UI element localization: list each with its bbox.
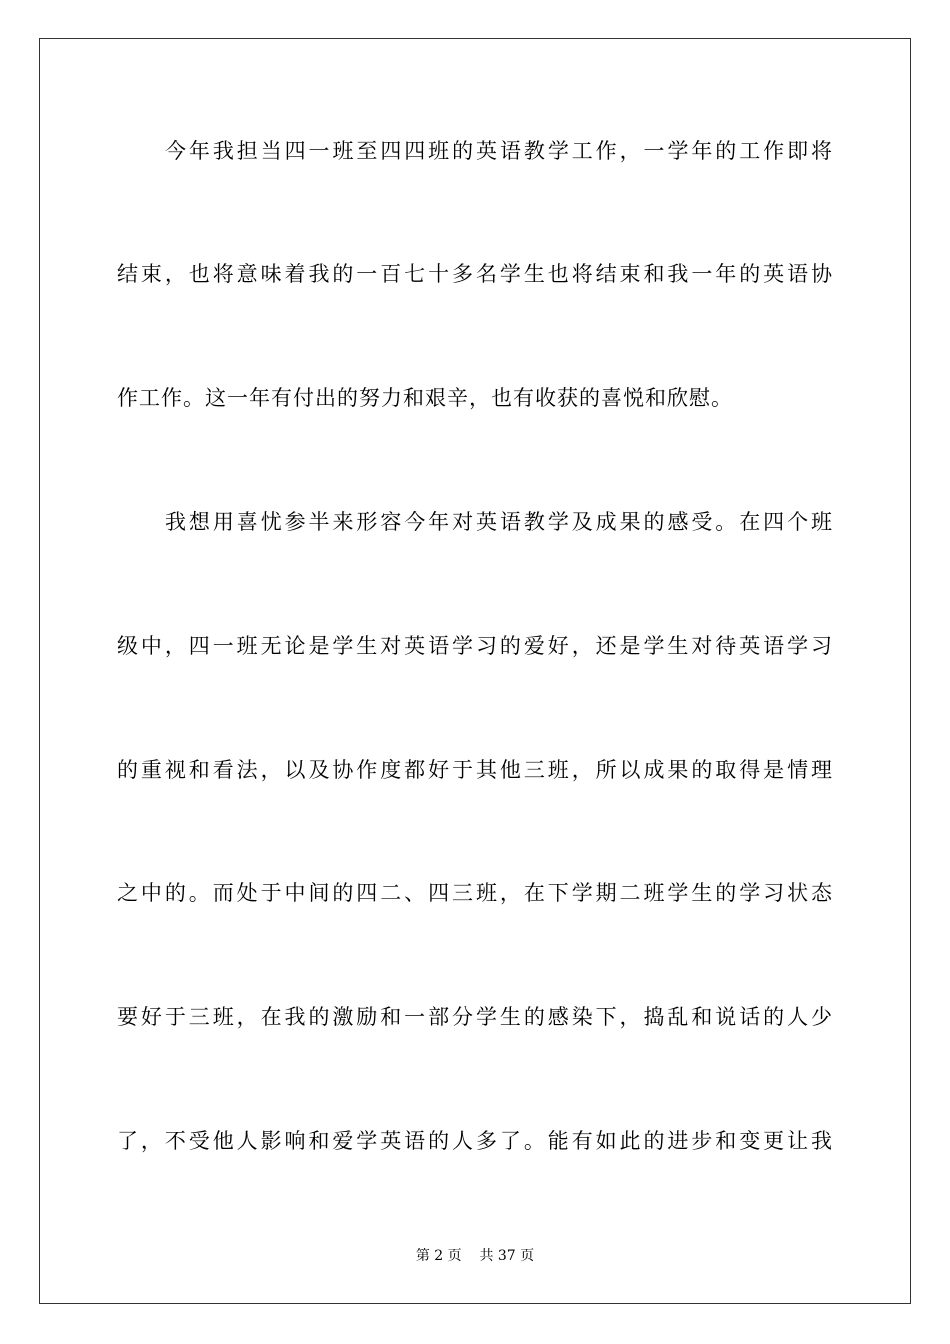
paragraph-2-line-1: 我想用喜忧参半来形容今年对英语教学及成果的感受。在四个班 [165,510,833,534]
paragraph-2-line-6: 了，不受他人影响和爱学英语的人多了。能有如此的进步和变更让我 [117,1129,833,1153]
total-pages: 共 37 页 [479,1248,535,1264]
page-border [39,38,911,1304]
paragraph-2-line-4: 之中的。而处于中间的四二、四三班，在下学期二班学生的学习状态 [117,881,833,905]
page-footer [0,1246,950,1266]
paragraph-2-line-2: 级中，四一班无论是学生对英语学习的爱好，还是学生对待英语学习 [117,634,833,658]
page-number: 第 2 页 [415,1248,462,1264]
paragraph-1-line-3: 作工作。这一年有付出的努力和艰辛，也有收获的喜悦和欣慰。 [117,386,733,410]
paragraph-2-line-3: 的重视和看法，以及协作度都好于其他三班，所以成果的取得是情理 [117,758,833,782]
paragraph-1-line-2: 结束，也将意味着我的一百七十多名学生也将结束和我一年的英语协 [117,262,833,286]
paragraph-1-line-1: 今年我担当四一班至四四班的英语教学工作，一学年的工作即将 [165,139,833,163]
paragraph-2-line-5: 要好于三班，在我的激励和一部分学生的感染下，捣乱和说话的人少 [117,1005,833,1029]
